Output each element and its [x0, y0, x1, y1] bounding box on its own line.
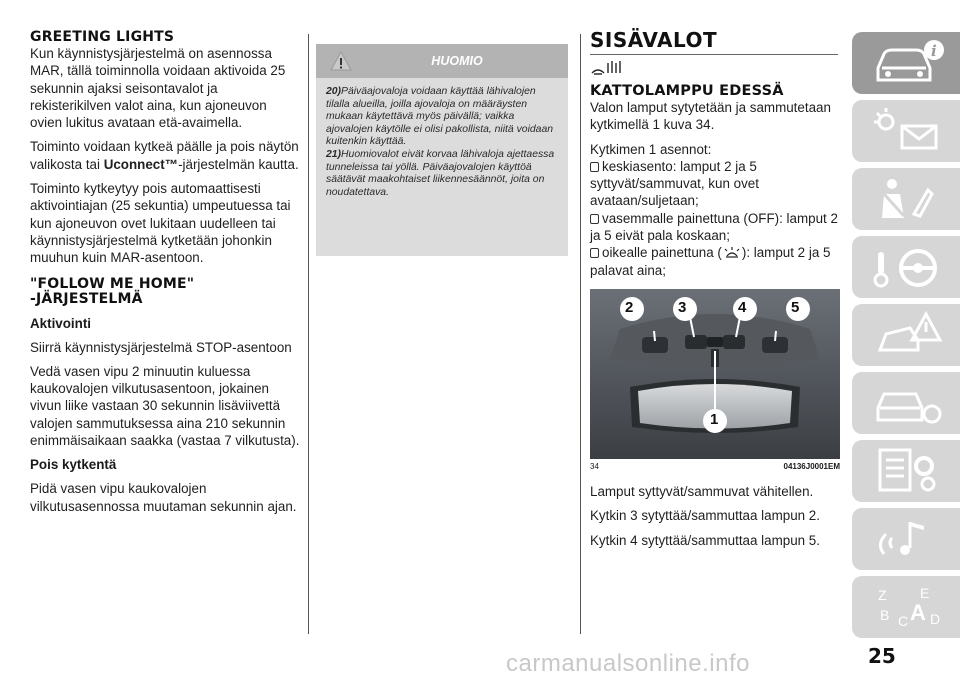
kattolamppu-paragraph-1: Valon lamput sytytetään ja sammutetaan kytkimellä 1 kuva 34.: [590, 100, 831, 133]
interior-lamp-icon: [590, 59, 630, 77]
column-middle: [316, 44, 568, 256]
tab-technical-data[interactable]: [852, 440, 960, 502]
emergency-car-icon: [870, 310, 946, 360]
note-body: [316, 78, 568, 199]
tab-safety[interactable]: [852, 168, 960, 230]
greeting-p2-text: Toiminto voidaan kytkeä päälle ja pois näytön valikosta tai: [30, 139, 299, 172]
figure-label-1: 1: [710, 410, 719, 428]
bullet-icon: [590, 214, 599, 224]
watermark: carmanualsonline.info: [506, 650, 750, 677]
figure-label-5: 5: [791, 298, 800, 316]
tab-multimedia[interactable]: [852, 508, 960, 570]
warning-lights-icon: [870, 106, 946, 156]
key-steering-wheel-icon: [870, 242, 946, 292]
tab-vehicle-info[interactable]: [852, 32, 960, 94]
aktivointi-paragraph-1: Siirrä käynnistysjärjestelmä STOP-asentoon: [30, 339, 292, 355]
note-20-text: Päiväajovaloja voidaan käyttää lähivalojen tilalla alueilla, joilla ajovaloja on määräysten mukaan käytettävä myös päivällä; vaikka ajovalojen käytölle ei olisi pakollista, niitä voidaan kuitenkin käyttää.: [326, 86, 553, 148]
alphabet-index-icon: [870, 582, 946, 632]
seatbelt-airbag-icon: [870, 174, 946, 224]
technical-data-icon: [870, 446, 946, 496]
figure-caption: [590, 462, 840, 471]
greeting-lights-heading: GREETING LIGHTS: [30, 29, 175, 45]
figure-label-4: 4: [738, 298, 747, 316]
svg-text:A: A: [910, 600, 926, 625]
note-20-number: 20): [326, 86, 342, 97]
bullet-2: [590, 210, 840, 245]
note-21-number: 21): [326, 148, 342, 160]
kattolamppu-paragraph-2: Kytkimen 1 asennot:: [590, 141, 712, 157]
svg-text:E: E: [920, 585, 930, 601]
svg-text:i: i: [931, 42, 937, 60]
figure-34-photo: [590, 289, 840, 459]
svg-text:D: D: [930, 611, 941, 627]
car-service-icon: [870, 378, 946, 428]
note-item-20: [326, 86, 558, 149]
aktivointi-heading: Aktivointi: [30, 315, 92, 331]
kattolamppu-heading: KATTOLAMPPU EDESSÄ: [590, 83, 784, 99]
column-divider-1: [308, 34, 309, 634]
svg-text:Z: Z: [878, 587, 887, 603]
bullet-1-text: keskiasento: lamput 2 ja 5 syttyvät/sammuvat, kun ovet avataan/suljetaan;: [590, 158, 759, 209]
title-rule: [590, 54, 838, 55]
bullet-icon: [590, 248, 599, 258]
aktivointi-paragraph-2: Vedä vasen vipu 2 minuutin kuluessa kaukovalojen vilkutusasentoon, jokainen vivun liike vastaan 30 sekunnin lisäviivettä valojen sammutuksessa aina 210 sekunnin enimmäisaikaan saakka (vastaa 7 vilkutusta).: [30, 363, 300, 449]
kattolamppu-paragraph-5: Kytkin 4 sytyttää/sammuttaa lampun 5.: [590, 532, 820, 548]
column-right: [590, 30, 840, 549]
greeting-paragraph-2: [30, 138, 302, 173]
note-item-21: [326, 149, 558, 199]
note-header: [316, 44, 568, 78]
tab-starting-driving[interactable]: [852, 236, 960, 298]
bullet-1: [590, 158, 840, 210]
tab-lights-messages[interactable]: [852, 100, 960, 162]
car-info-icon: [870, 38, 946, 88]
follow-me-home-heading: [30, 277, 302, 307]
pois-paragraph-1: Pidä vasen vipu kaukovalojen vilkutusasennossa muutaman sekunnin ajan.: [30, 481, 297, 514]
note-21-text: Huomiovalot eivät korvaa lähivaloja ajettaessa tunneleissa tai yöllä. Päiväajovalojen käyttöä säätävät maakohtaiset liikennesäännöt, joita on noudatettava.: [326, 148, 555, 198]
column-divider-2: [580, 34, 581, 634]
page-number: 25: [868, 644, 896, 668]
follow-title-line2: -JÄRJESTELMÄ: [30, 290, 143, 307]
multimedia-icon: [870, 514, 946, 564]
figure-number: 34: [590, 461, 599, 471]
note-title: HUOMIO: [431, 54, 483, 68]
bullet-2-text: vasemmalle painettuna (OFF): lamput 2 ja 5 eivät pala koskaan;: [590, 210, 838, 244]
figure-code: 04136J0001EM: [783, 461, 840, 471]
greeting-paragraph-1: Kun käynnistysjärjestelmä on asennossa MAR, tällä toiminnolla voidaan aktivoida 25 sekunnin ajaksi seisontavalot ja rekisterikilven valot aina, kun ajoneuvon ovien lukitus avataan etä-avaimella.: [30, 46, 286, 131]
bullet-3-text-a: oikealle painettuna (: [602, 245, 722, 261]
figure-label-3: 3: [678, 298, 687, 316]
bullet-icon: [590, 162, 599, 172]
greeting-p2-end: -järjestelmän kautta.: [178, 156, 299, 172]
lamp-on-icon: [722, 247, 742, 258]
svg-text:B: B: [880, 607, 890, 623]
sisavalot-title: SISÄVALOT: [590, 28, 718, 52]
huomio-note-box: [316, 44, 568, 256]
tab-emergency[interactable]: [852, 304, 960, 366]
greeting-paragraph-3: Toiminto kytkeytyy pois automaattisesti aktivointiajan (25 sekuntia) umpeutuessa tai kun ajoneuvon ovet lukitaan uudelleen tai käynnistysjärjestelmä kytketään johonkin muuhun kuin MAR-asentoon.: [30, 181, 291, 266]
svg-text:C: C: [898, 613, 909, 629]
bullet-3-text-b: ): lamput 2 ja 5 palavat aina;: [590, 245, 831, 278]
figure-label-2: 2: [625, 298, 634, 316]
tab-maintenance[interactable]: [852, 372, 960, 434]
follow-title-line1: "FOLLOW ME HOME": [30, 275, 195, 292]
kattolamppu-paragraph-4: Kytkin 3 sytyttää/sammuttaa lampun 2.: [590, 508, 820, 524]
uconnect-label: Uconnect™: [103, 156, 179, 172]
column-left: [30, 30, 302, 515]
kattolamppu-paragraph-3: Lamput syttyvät/sammuvat vähitellen.: [590, 483, 814, 499]
pois-kytkenta-heading: Pois kytkentä: [30, 457, 117, 473]
tab-index[interactable]: [852, 576, 960, 638]
bullet-3: [590, 244, 840, 279]
